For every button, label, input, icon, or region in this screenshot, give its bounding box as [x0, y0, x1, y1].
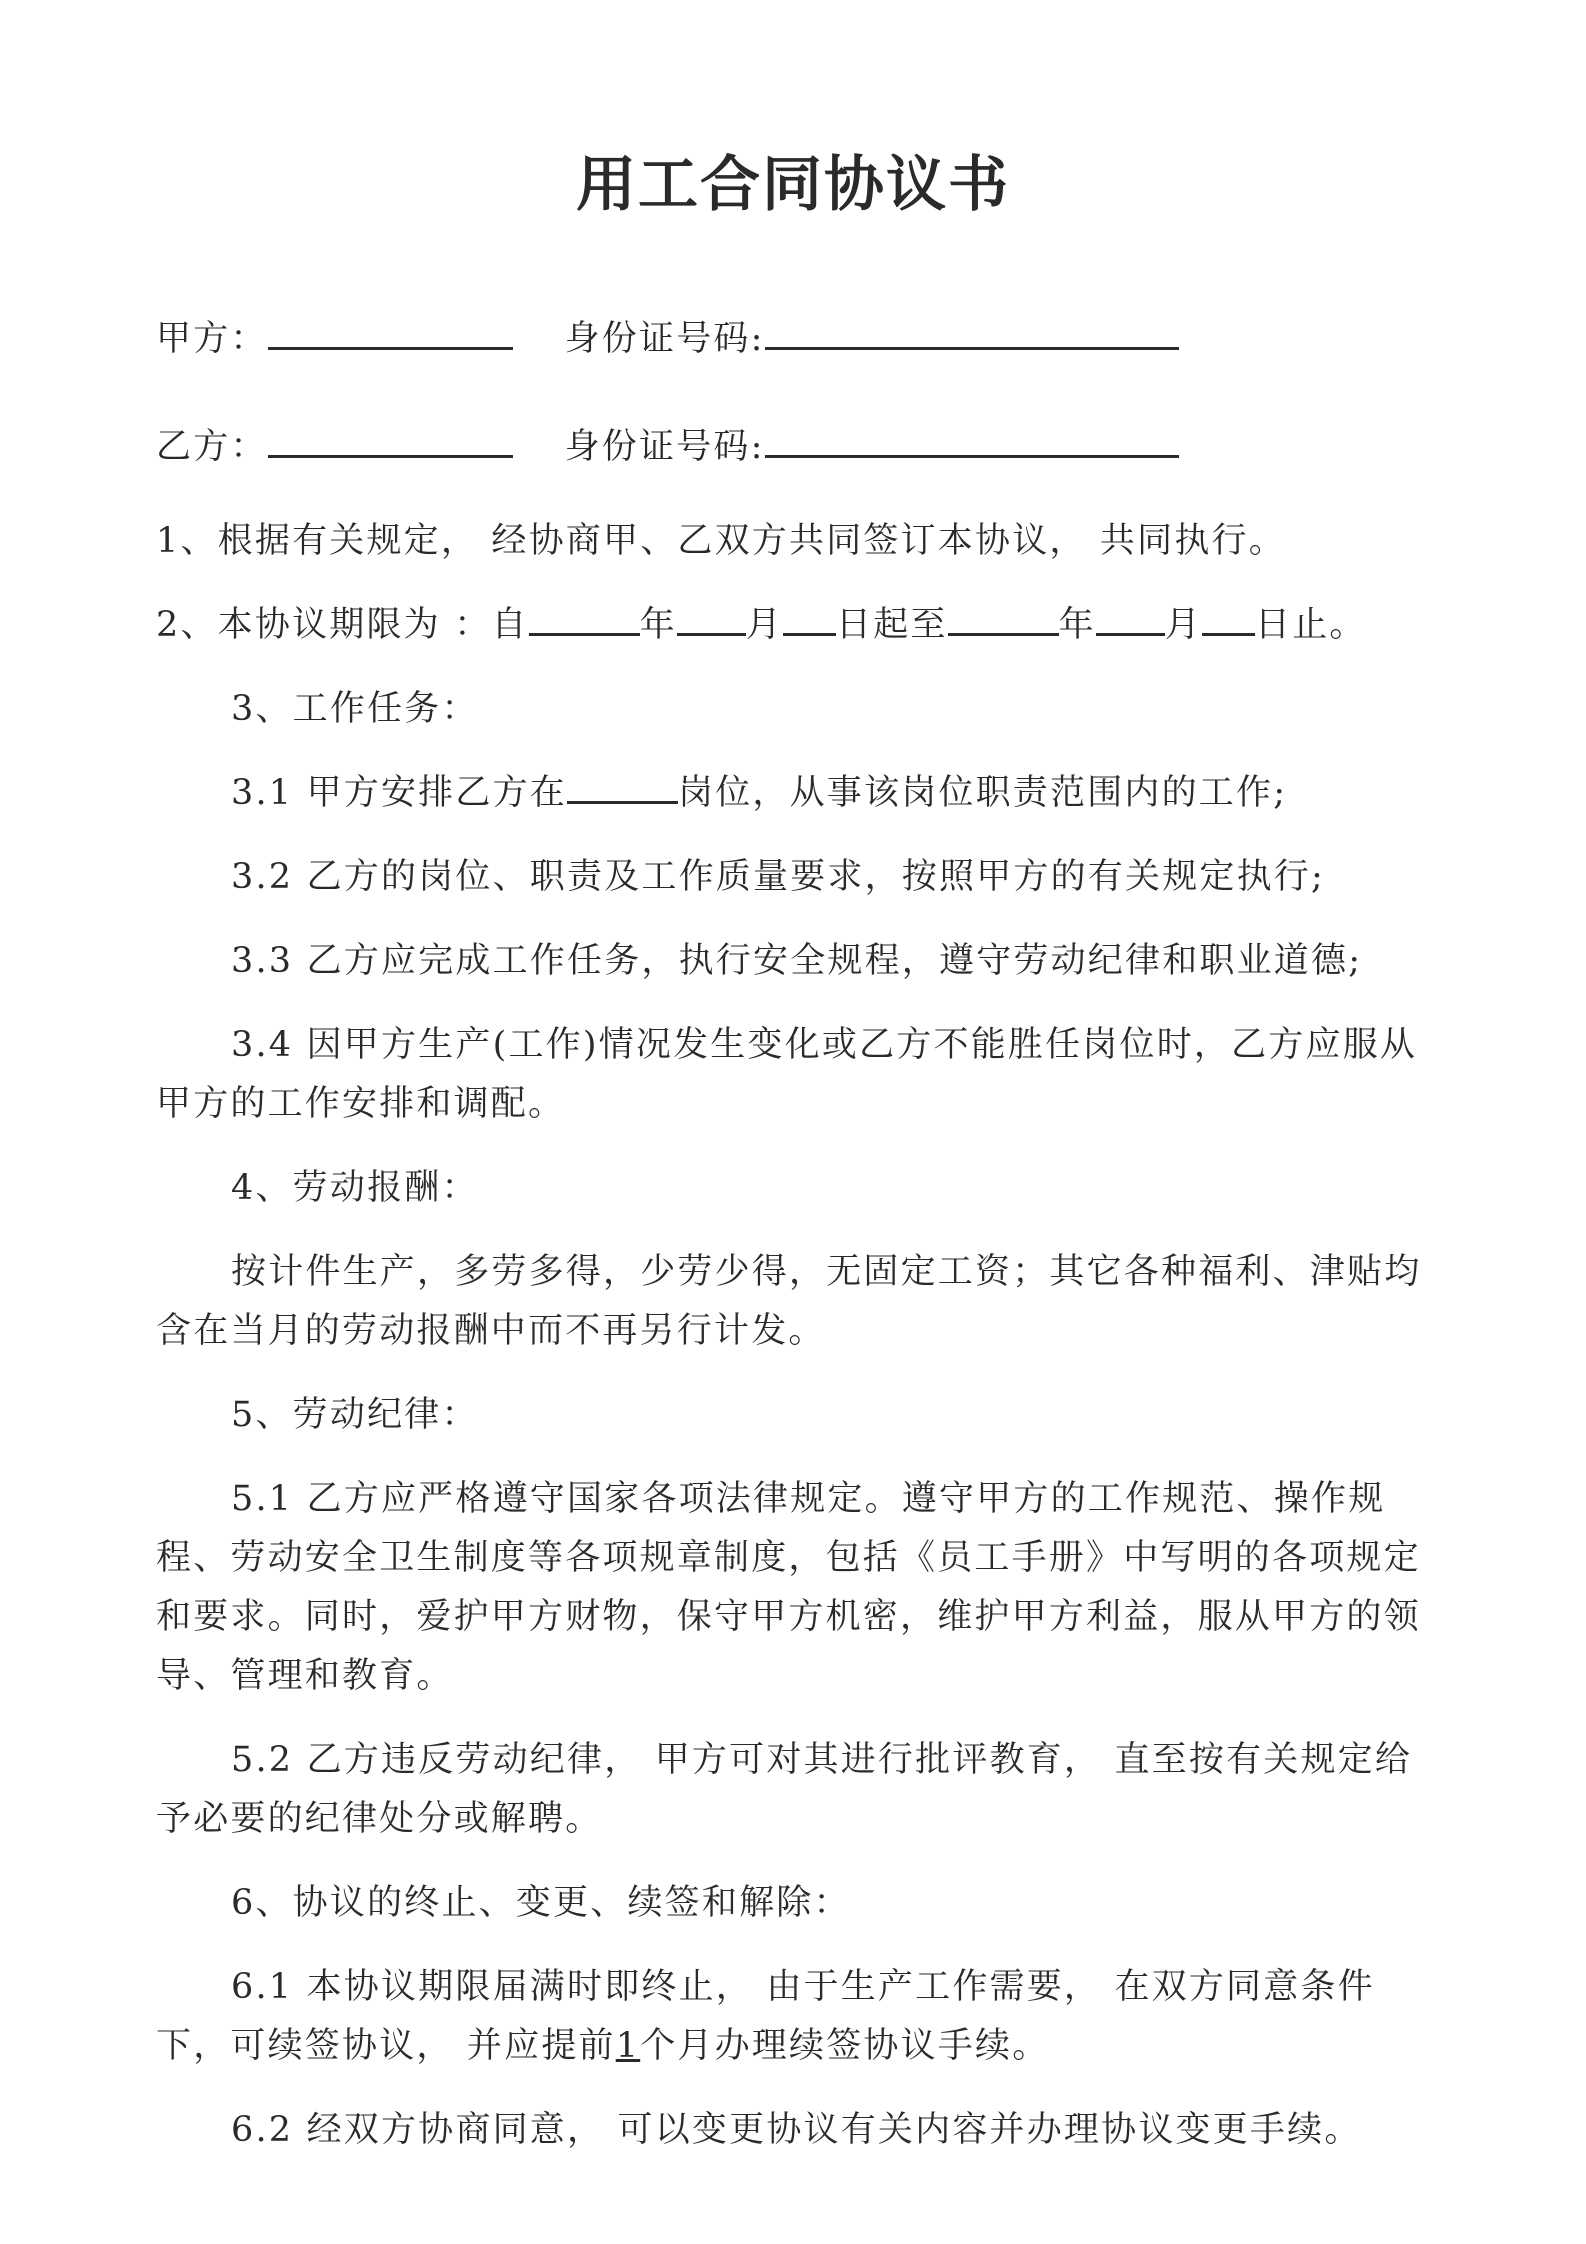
party-a-label: 甲方： [156, 319, 268, 359]
end-month-blank[interactable] [1096, 603, 1165, 636]
party-a-name-blank[interactable] [268, 317, 513, 350]
year-label: 年 [1058, 605, 1096, 645]
year-label: 年 [639, 605, 677, 645]
month-label: 月 [1164, 605, 1203, 645]
clause-3-4: 3.4 因甲方生产(工作)情况发生变化或乙方不能胜任岗位时，乙方应服从甲方的工作安排和调配。 [156, 1025, 1418, 1124]
day-label: 日止。 [1255, 605, 1367, 645]
clause-4-text: 按计件生产，多劳多得，少劳少得，无固定工资；其它各种福利、津贴均含在当月的劳动报酬中而不再另行计发。 [156, 1252, 1422, 1351]
clause-6-2: 6.2 经双方协商同意， 可以变更协议有关内容并办理协议变更手续。 [231, 2110, 1362, 2150]
clause-3-1 [156, 764, 1440, 823]
clause-6-1-suffix: 个月办理续签协议手续。 [640, 2026, 1050, 2066]
clause-1: 1、根据有关规定， 经协商甲、乙双方共同签订本协议， 共同执行。 [156, 521, 1286, 561]
clause-3-heading: 3、工作任务： [231, 689, 479, 729]
party-b-id-label: 身份证号码: [564, 427, 765, 467]
clause-6-heading: 6、协议的终止、变更、续签和解除： [231, 1883, 851, 1923]
clause-5-2: 5.2 乙方违反劳动纪律， 甲方可对其进行批评教育， 直至按有关规定给予必要的纪律处分或解聘。 [156, 1740, 1413, 1839]
clause-3-1-suffix: 岗位，从事该岗位职责范围内的工作; [678, 773, 1288, 813]
clause-6-1-prefix: 6.1 本协议期限届满时即终止， 由于生产工作需要， 在双方同意条件下，可续签协议， 并应提前 [156, 1967, 1375, 2066]
clause-2-prefix: 2、本协议期限为 ：自 [156, 605, 529, 645]
document-title: 用工合同协议书 [576, 150, 1010, 220]
party-b-row [156, 418, 1440, 477]
end-day-blank[interactable] [1202, 603, 1255, 636]
position-blank[interactable] [567, 771, 678, 804]
clause-3-1-prefix: 3.1 甲方安排乙方在 [231, 773, 567, 813]
party-b-id-blank[interactable] [765, 425, 1179, 458]
party-a-id-label: 身份证号码: [564, 319, 765, 359]
party-b-name-blank[interactable] [268, 425, 513, 458]
clause-6-1 [156, 1958, 1440, 2076]
party-b-label: 乙方： [156, 427, 268, 467]
clause-5-1: 5.1 乙方应严格遵守国家各项法律规定。遵守甲方的工作规范、操作规程、劳动安全卫生制度等各项规章制度，包括《员工手册》中写明的各项规定和要求。同时，爱护甲方财物，保守甲方机密，维护甲方利益，服从甲方的领导、管理和教育。 [156, 1479, 1421, 1696]
contract-body [156, 310, 1440, 2160]
clause-2 [156, 596, 1440, 655]
party-a-row [156, 310, 1440, 369]
clause-3-3: 3.3 乙方应完成工作任务，执行安全规程，遵守劳动纪律和职业道德; [231, 941, 1363, 981]
month-label: 月 [745, 605, 784, 645]
party-a-id-blank[interactable] [765, 317, 1179, 350]
clause-4-heading: 4、劳动报酬： [231, 1168, 479, 1208]
clause-3-2: 3.2 乙方的岗位、职责及工作质量要求，按照甲方的有关规定执行; [231, 857, 1325, 897]
start-year-blank[interactable] [529, 603, 640, 636]
start-day-blank[interactable] [783, 603, 836, 636]
end-year-blank[interactable] [948, 603, 1059, 636]
start-month-blank[interactable] [677, 603, 746, 636]
renewal-months-value: 1 [615, 2026, 641, 2066]
clause-5-heading: 5、劳动纪律： [231, 1395, 479, 1435]
day-label: 日起至 [836, 605, 948, 645]
